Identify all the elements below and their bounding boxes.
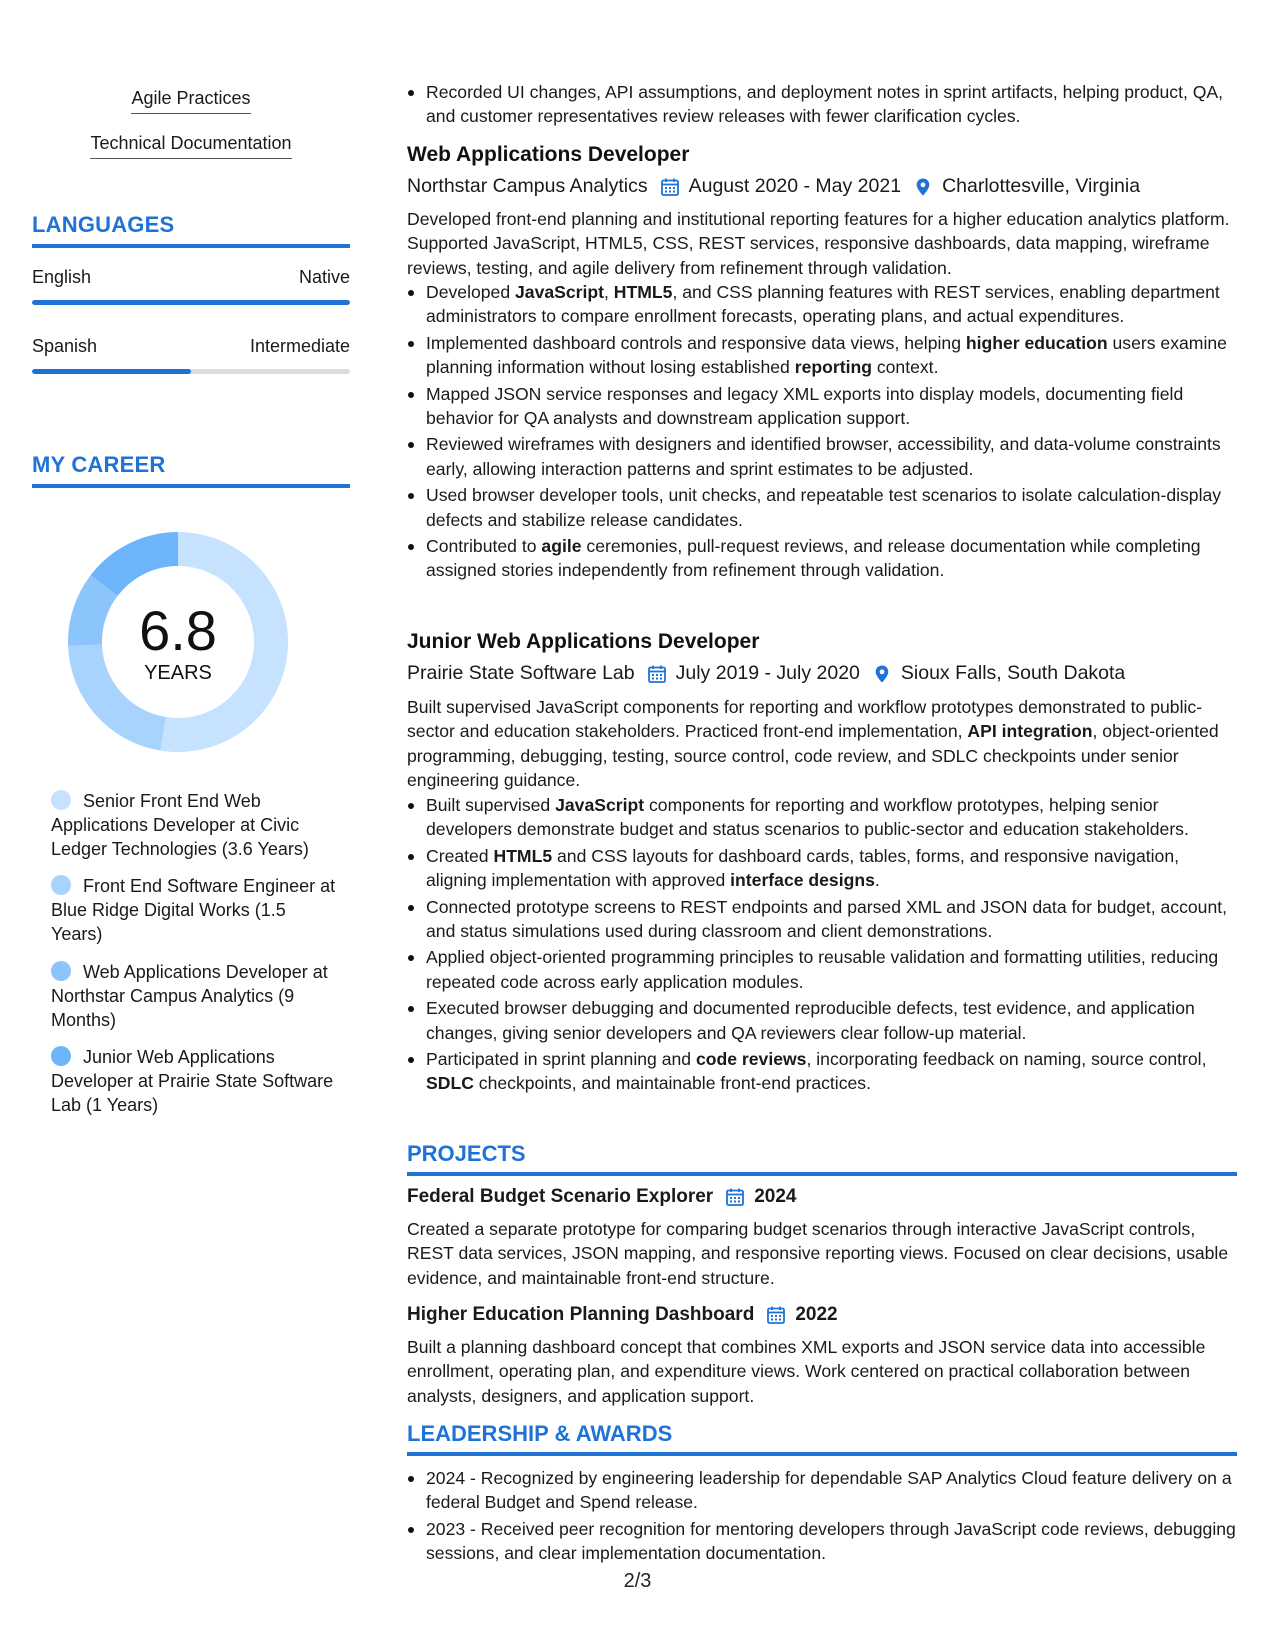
skill-item: Technical Documentation bbox=[32, 133, 350, 159]
job-summary: Built supervised JavaScript components for reporting and workflow prototypes demonstrated to public-sector and education stakeholders. Practiced front-end implementation, API integration, object-oriented programming, debugging, testing, source control, code review, and SDLC checkpoints under senior engineering guidance. bbox=[407, 697, 1219, 791]
career-legend-item: Front End Software Engineer at Blue Ridge Digital Works (1.5 Years) bbox=[51, 876, 336, 944]
project-description: Built a planning dashboard concept that combines XML exports and JSON service data into accessible enrollment, operating plan, and expenditure views. Work centered on practical collaboration between analysts, designers, and application support. bbox=[407, 1337, 1206, 1406]
projects-heading: PROJECTS bbox=[407, 1141, 1237, 1176]
language-level-bar bbox=[32, 300, 350, 305]
bullet-list bbox=[407, 1466, 1237, 1568]
list-item: Used browser developer tools, unit checks, and repeatable test scenarios to isolate calculation-display defects and stabilize release candidates. bbox=[407, 483, 1237, 532]
list-item: Created HTML5 and CSS layouts for dashboard cards, tables, forms, and responsive navigation, aligning implementation with approved interface designs. bbox=[407, 844, 1237, 893]
career-legend-item: Junior Web Applications Developer at Prairie State Software Lab (1 Years) bbox=[51, 1047, 334, 1115]
legend-dot-icon bbox=[51, 790, 71, 810]
project-year: 2022 bbox=[795, 1304, 838, 1325]
calendar-icon bbox=[647, 664, 667, 684]
career-total-years: 6.8 bbox=[139, 599, 217, 662]
bullet-list bbox=[407, 80, 1237, 131]
list-item: Connected prototype screens to REST endpoints and parsed XML and JSON data for budget, account, and status simulations used during classroom and client demonstrations. bbox=[407, 895, 1237, 944]
language-name: Spanish bbox=[32, 336, 98, 356]
bullet-list bbox=[407, 793, 1237, 1098]
calendar-icon bbox=[725, 1187, 745, 1207]
career-legend-item: Senior Front End Web Applications Developer at Civic Ledger Technologies (3.6 Years) bbox=[51, 791, 309, 859]
job-dates: July 2019 - July 2020 bbox=[675, 662, 860, 684]
list-item: Mapped JSON service responses and legacy XML exports into display models, documenting field behavior for QA analysts and downstream application support. bbox=[407, 382, 1237, 431]
career-total-unit: YEARS bbox=[144, 662, 212, 684]
page-number: 2/3 bbox=[623, 1570, 652, 1592]
skill-item: Agile Practices bbox=[32, 88, 350, 114]
list-item: Contributed to agile ceremonies, pull-request reviews, and release documentation while completing assigned stories independently from refinement through validation. bbox=[407, 534, 1237, 583]
list-item: Participated in sprint planning and code reviews, incorporating feedback on naming, source control, SDLC checkpoints, and maintainable front-end practices. bbox=[407, 1047, 1237, 1096]
list-item: 2024 - Recognized by engineering leadership for dependable SAP Analytics Cloud feature delivery on a federal Budget and Spend release. bbox=[407, 1466, 1237, 1515]
language-name: English bbox=[32, 267, 92, 287]
project-title: Federal Budget Scenario Explorer 2024 bbox=[407, 1186, 797, 1207]
company-name: Prairie State Software Lab bbox=[407, 662, 635, 684]
language-level: Native bbox=[298, 267, 350, 287]
language-level-fill bbox=[32, 300, 350, 305]
project-year: 2024 bbox=[754, 1186, 797, 1207]
job-title: Junior Web Applications Developer bbox=[407, 630, 760, 653]
list-item: Built supervised JavaScript components for reporting and workflow prototypes, helping senior developers demonstrate budget and status scenarios to public-sector and education stakeholders. bbox=[407, 793, 1237, 842]
career-donut-chart bbox=[66, 530, 290, 754]
job-location: Charlottesville, Virginia bbox=[942, 175, 1141, 197]
language-level-bar bbox=[32, 369, 350, 374]
list-item: Executed browser debugging and documented reproducible defects, test evidence, and application changes, giving senior developers and QA reviewers clear follow-up material. bbox=[407, 996, 1237, 1045]
list-item: Reviewed wireframes with designers and identified browser, accessibility, and data-volume constraints early, allowing interaction patterns and sprint estimates to be adjusted. bbox=[407, 432, 1237, 481]
job-dates: August 2020 - May 2021 bbox=[688, 175, 902, 197]
list-item: 2023 - Received peer recognition for mentoring developers through JavaScript code reviews, debugging sessions, and clear implementation documentation. bbox=[407, 1517, 1237, 1566]
list-item: Implemented dashboard controls and responsive data views, helping higher education users examine planning information without losing established reporting context. bbox=[407, 331, 1237, 380]
job-title: Web Applications Developer bbox=[407, 143, 690, 166]
list-item: Developed JavaScript, HTML5, and CSS planning features with REST services, enabling department administrators to compare enrollment forecasts, operating plans, and actual expenditures. bbox=[407, 280, 1237, 329]
location-pin-icon bbox=[872, 664, 892, 684]
job-meta bbox=[407, 175, 1140, 198]
languages-heading: LANGUAGES bbox=[32, 212, 350, 248]
legend-dot-icon bbox=[51, 1046, 71, 1066]
language-level-fill bbox=[32, 369, 191, 374]
career-legend-item: Web Applications Developer at Northstar Campus Analytics (9 Months) bbox=[51, 962, 328, 1030]
legend-dot-icon bbox=[51, 961, 71, 981]
job-meta bbox=[407, 662, 1125, 685]
awards-heading: LEADERSHIP & AWARDS bbox=[407, 1421, 1237, 1456]
language-level: Intermediate bbox=[249, 336, 350, 356]
bullet-list bbox=[407, 280, 1237, 585]
project-title: Higher Education Planning Dashboard 2022 bbox=[407, 1304, 838, 1325]
calendar-icon bbox=[660, 177, 680, 197]
company-name: Northstar Campus Analytics bbox=[407, 175, 648, 197]
legend-dot-icon bbox=[51, 875, 71, 895]
location-pin-icon bbox=[913, 177, 933, 197]
career-heading: MY CAREER bbox=[32, 452, 350, 488]
job-summary: Developed front-end planning and institutional reporting features for a higher education analytics platform. Supported JavaScript, HTML5, CSS, REST services, responsive dashboards, data mapping, wireframe reviews, testing, and agile delivery from refinement through validation. bbox=[407, 209, 1230, 278]
calendar-icon bbox=[766, 1305, 786, 1325]
job-location: Sioux Falls, South Dakota bbox=[900, 662, 1126, 684]
list-item: Recorded UI changes, API assumptions, and deployment notes in sprint artifacts, helping product, QA, and customer representatives review releases with fewer clarification cycles. bbox=[407, 80, 1237, 129]
list-item: Applied object-oriented programming principles to reusable validation and formatting utilities, reducing repeated code across early application modules. bbox=[407, 945, 1237, 994]
project-description: Created a separate prototype for comparing budget scenarios through interactive JavaScript controls, REST data services, JSON mapping, and responsive reporting views. Focused on clear decisions, usable evidence, and maintainable front-end structure. bbox=[407, 1219, 1229, 1288]
